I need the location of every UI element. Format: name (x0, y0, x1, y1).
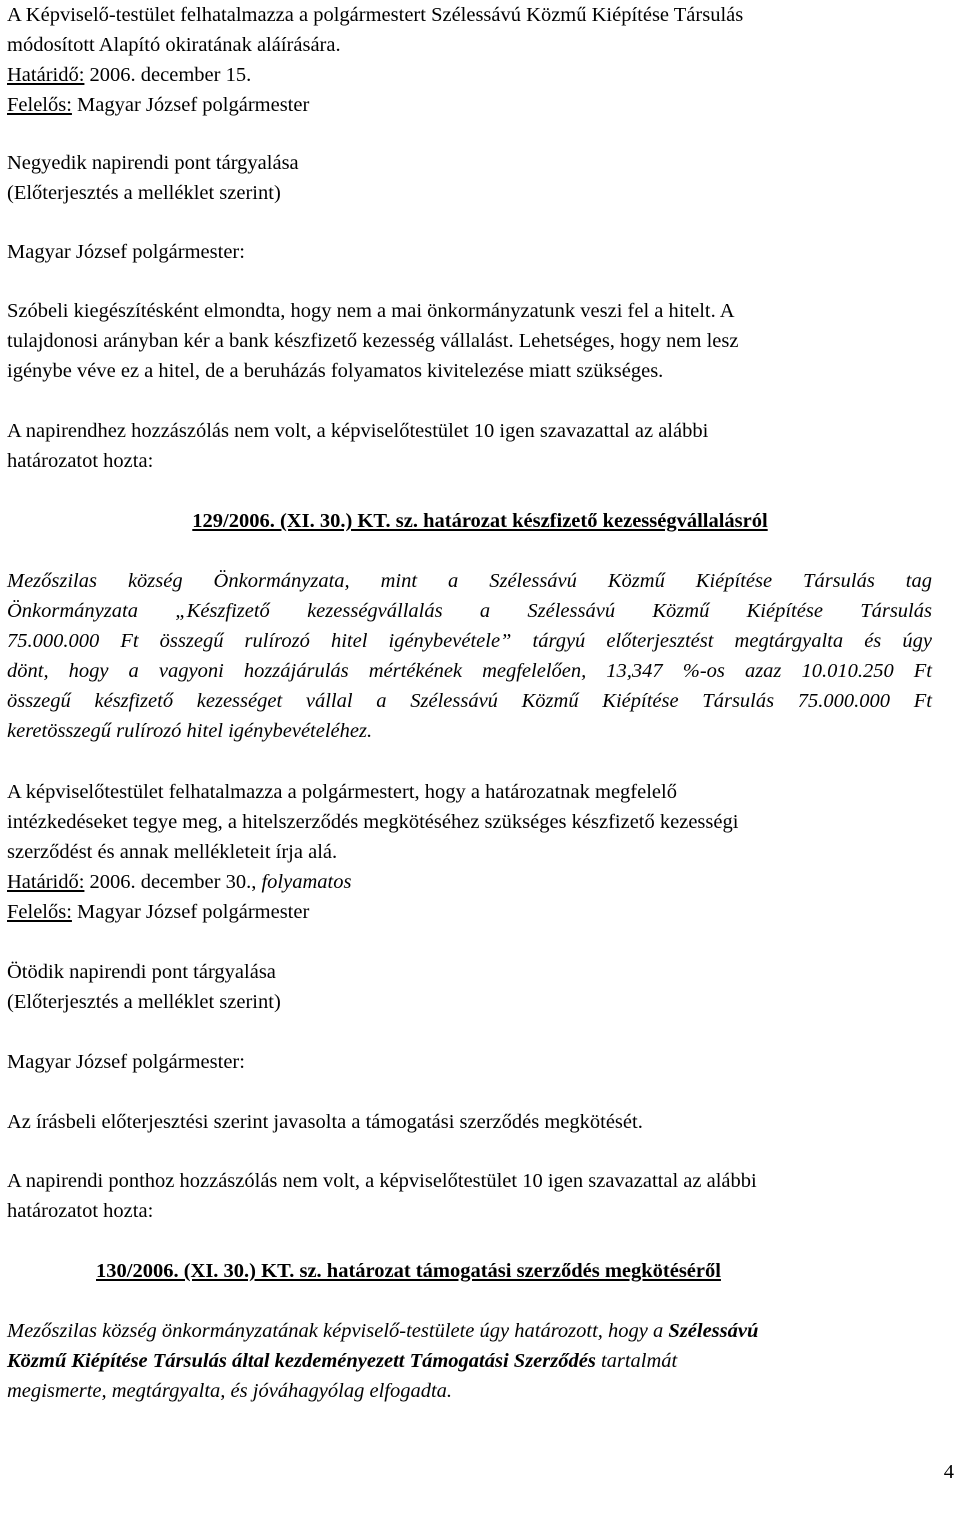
item4-responsible (7, 901, 309, 923)
responsible-value: Magyar József polgármester (71, 94, 310, 116)
item4-auth-line-1: A képviselőtestület felhatalmazza a polgármestert, hogy a határozatnak megfelelő (7, 781, 677, 803)
item5-heading-block (7, 957, 932, 1017)
item5-subheading: (Előterjesztés a melléklet szerint) (7, 991, 281, 1013)
item5-vote (7, 1166, 932, 1226)
item5-resolution-text (7, 1316, 932, 1406)
top-responsible (7, 94, 309, 116)
item4-vote (7, 416, 932, 476)
item5-resolution-title: 130/2006. (XI. 30.) KT. sz. határozat támogatási szerződés megkötéséről (96, 1260, 721, 1282)
item4-resolution-text (7, 566, 932, 746)
item4-authorization (7, 777, 932, 927)
item4-text (7, 296, 932, 386)
top-paragraph (7, 0, 932, 120)
item4-resolution-title: 129/2006. (XI. 30.) KT. sz. határozat készfizető kezességvállalásról (192, 510, 768, 532)
item5-res-line-2a: Közmű Kiépítése Társulás által kezdeményezett Támogatási Szerződés (7, 1350, 596, 1372)
item4-subheading: (Előterjesztés a melléklet szerint) (7, 182, 281, 204)
page-number: 4 (943, 1461, 954, 1483)
item5-text: Az írásbeli előterjesztési szerint javasolta a támogatási szerződés megkötését. (7, 1111, 643, 1133)
deadline-label: Határidő: (7, 871, 85, 893)
item4-deadline (7, 871, 351, 893)
item5-res-line-2b: tartalmát (595, 1350, 678, 1372)
item4-res-line-5: összegű készfizető kezességet vállal a Szélessávú Közmű Kiépítése Társulás 75.000.000 Ft (7, 690, 932, 712)
item4-res-line-3: 75.000.000 Ft összegű rulírozó hitel igénybevétele” tárgyú előterjesztést megtárgyalta és úgy (7, 630, 932, 652)
item5-res-line-1a: Mezőszilas község önkormányzatának képviselő-testülete úgy határozott, hogy a (7, 1320, 669, 1342)
responsible-label: Felelős: (7, 94, 72, 116)
item4-res-line-1: Mezőszilas község Önkormányzata, mint a Szélessávú Közmű Kiépítése Társulás tag (7, 570, 932, 592)
item4-auth-line-3: szerződést és annak mellékleteit írja alá. (7, 841, 338, 863)
item5-res-line-1b: Szélessávú (668, 1320, 759, 1342)
item4-vote-line-1: A napirendhez hozzászólás nem volt, a képviselőtestület 10 igen szavazattal az alábbi (7, 420, 709, 442)
deadline-extra: folyamatos (261, 871, 352, 893)
item4-res-line-2: Önkormányzata „Készfizető kezességvállalás a Szélessávú Közmű Kiépítése Társulás (7, 600, 932, 622)
item4-text-line-3: igénybe véve ez a hitel, de a beruházás folyamatos kivitelezése miatt szükséges. (7, 360, 664, 382)
item5-speaker: Magyar József polgármester: (7, 1051, 245, 1073)
top-line-2: módosított Alapító okiratának aláírására. (7, 34, 341, 56)
responsible-value: Magyar József polgármester (71, 901, 310, 923)
top-line-1: A Képviselő-testület felhatalmazza a polgármestert Szélessávú Közmű Kiépítése Társulás (7, 4, 744, 26)
item5-vote-line-1: A napirendi ponthoz hozzászólás nem volt, a képviselőtestület 10 igen szavazattal az alábbi (7, 1170, 757, 1192)
deadline-value: 2006. december 15. (84, 64, 252, 86)
item4-vote-line-2: határozatot hozta: (7, 450, 154, 472)
deadline-value: 2006. december 30., (84, 871, 262, 893)
item4-res-line-4: dönt, hogy a vagyoni hozzájárulás mértékének megfelelően, 13,347 %-os azaz 10.010.250 Ft (7, 660, 932, 682)
item5-res-line-1 (7, 1320, 758, 1342)
item4-heading: Negyedik napirendi pont tárgyalása (7, 152, 299, 174)
item4-heading-block (7, 148, 932, 208)
item4-text-line-1: Szóbeli kiegészítésként elmondta, hogy nem a mai önkormányzatunk veszi fel a hitelt. A (7, 300, 735, 322)
item4-speaker: Magyar József polgármester: (7, 241, 245, 263)
top-deadline (7, 64, 251, 86)
item4-text-line-2: tulajdonosi arányban kér a bank készfizető kezesség vállalást. Lehetséges, hogy nem lesz (7, 330, 739, 352)
deadline-label: Határidő: (7, 64, 85, 86)
item5-res-line-2 (7, 1350, 677, 1372)
item4-auth-line-2: intézkedéseket tegye meg, a hitelszerződés megkötéséhez szükséges készfizető kezességi (7, 811, 739, 833)
item5-res-line-3: megismerte, megtárgyalta, és jóváhagyólag elfogadta. (7, 1380, 453, 1402)
responsible-label: Felelős: (7, 901, 72, 923)
item5-heading: Ötödik napirendi pont tárgyalása (7, 961, 276, 983)
item4-res-line-6: keretösszegű rulírozó hitel igénybevételéhez. (7, 720, 373, 742)
item5-vote-line-2: határozatot hozta: (7, 1200, 154, 1222)
